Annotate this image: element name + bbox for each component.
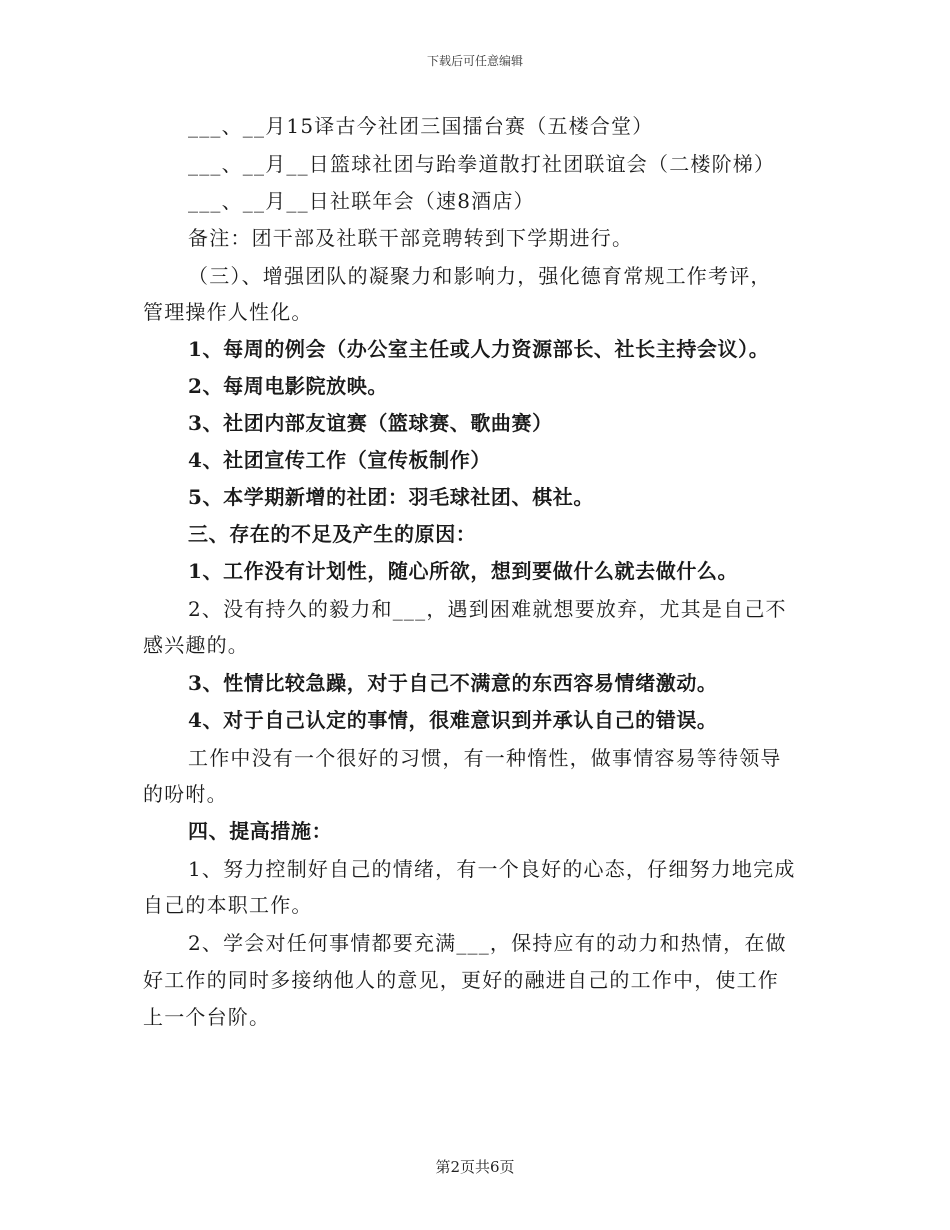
- text-line: 3、社团内部友谊赛（篮球赛、歌曲赛）: [188, 411, 553, 435]
- text-line: 1、工作没有计划性，随心所欲，想到要做什么就去做什么。: [188, 559, 739, 583]
- text-line: 5、本学期新增的社团：羽毛球社团、棋社。: [188, 485, 594, 509]
- text-line: 感兴趣的。: [143, 633, 249, 657]
- text-line: 1、每周的例会（办公室主任或人力资源部长、社长主持会议）。: [188, 337, 770, 361]
- text-line: 工作中没有一个很好的习惯，有一种惰性，做事情容易等待领导: [188, 746, 782, 770]
- text-line: ___、__月__日社联年会（速8酒店）: [188, 189, 535, 213]
- text-line: ___、__月__日篮球社团与跆拳道散打社团联谊会（二楼阶梯）: [188, 152, 776, 176]
- text-line: 好工作的同时多接纳他人的意见，更好的融进自己的工作中，使工作: [143, 968, 779, 992]
- text-line: 备注：团干部及社联干部竞聘转到下学期进行。: [188, 226, 634, 250]
- text-line: 上一个台阶。: [143, 1005, 271, 1029]
- text-line: 4、社团宣传工作（宣传板制作）: [188, 448, 491, 472]
- text-line: ___、__月15译古今社团三国擂台赛（五楼合堂）: [188, 114, 654, 138]
- text-line: 2、学会对任何事情都要充满___，保持应有的动力和热情，在做: [188, 931, 787, 955]
- text-line: 1、努力控制好自己的情绪，有一个良好的心态，仔细努力地完成: [188, 857, 796, 881]
- text-line: 管理操作人性化。: [143, 300, 313, 324]
- text-line: 3、性情比较急躁，对于自己不满意的东西容易情绪激动。: [188, 671, 718, 695]
- text-line: 的吩咐。: [143, 782, 228, 806]
- text-line: （三）、增强团队的凝聚力和影响力，强化德育常规工作考评，: [188, 264, 772, 288]
- text-line: 自己的本职工作。: [143, 893, 313, 917]
- page-header: 下载后可任意编辑: [426, 54, 523, 68]
- page-number: 第2页共6页: [435, 1158, 515, 1176]
- section-heading: 三、存在的不足及产生的原因：: [188, 522, 477, 546]
- section-heading: 四、提高措施：: [188, 819, 333, 843]
- text-line: 2、没有持久的毅力和___，遇到困难就想要放弃，尤其是自己不: [188, 597, 787, 621]
- text-line: 2、每周电影院放映。: [188, 374, 388, 398]
- text-line: 4、对于自己认定的事情，很难意识到并承认自己的错误。: [188, 708, 718, 732]
